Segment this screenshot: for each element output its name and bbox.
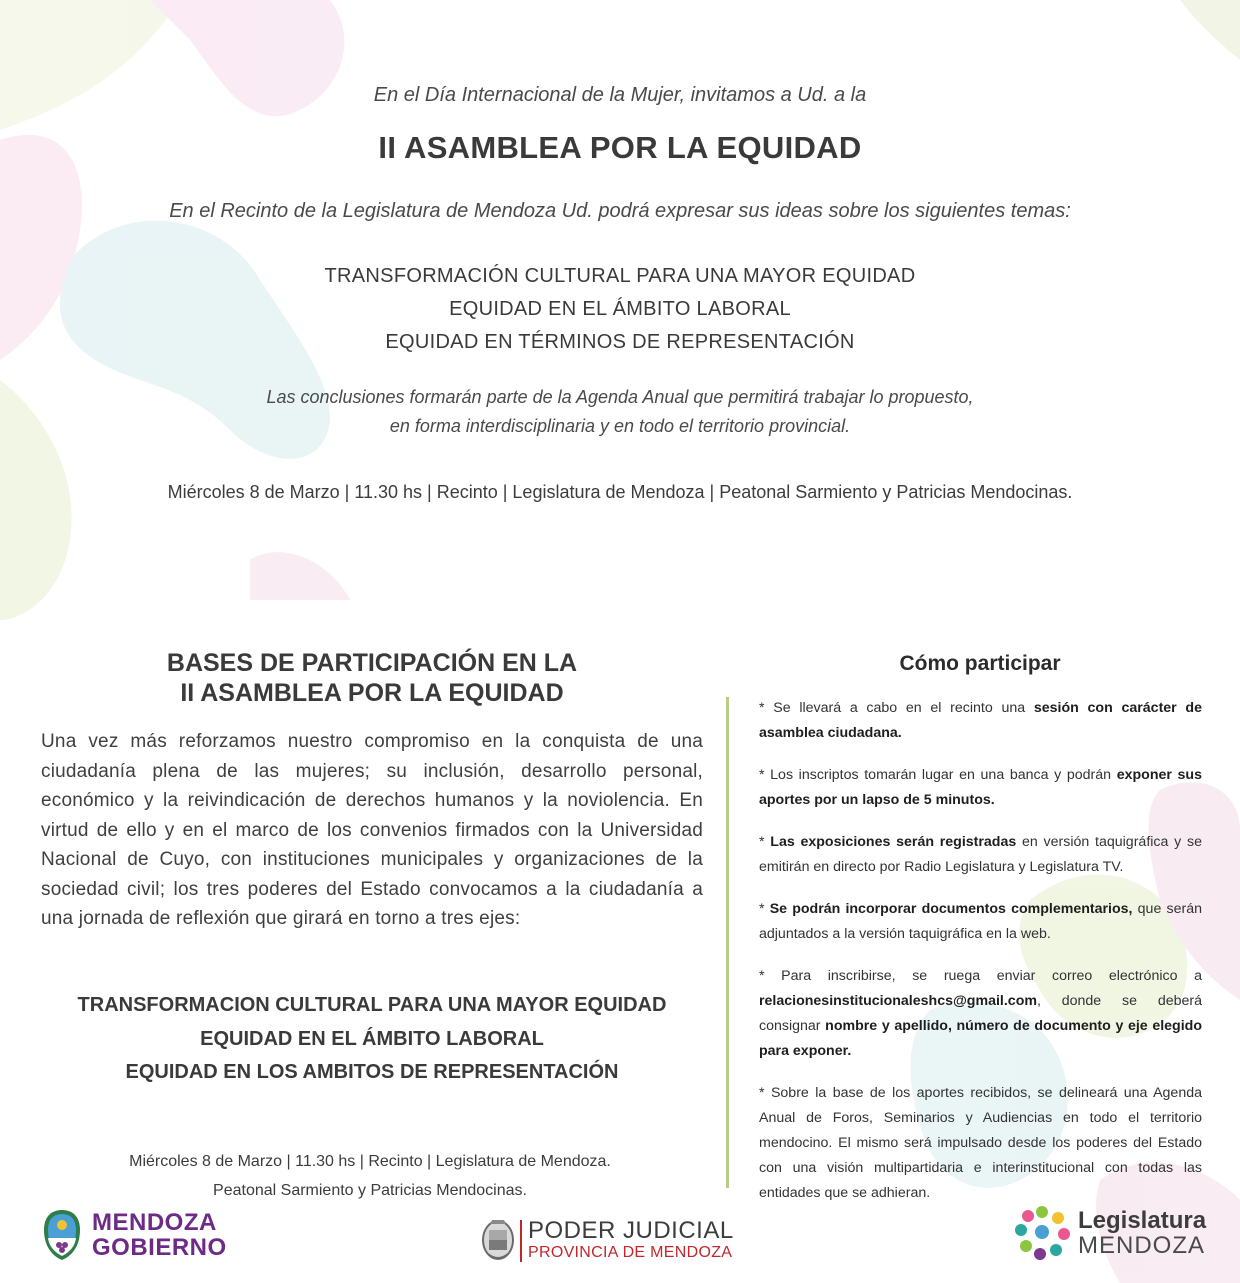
how-to-participate-title: Cómo participar bbox=[899, 652, 1061, 675]
mendoza-shield-icon bbox=[42, 1208, 82, 1262]
conclusions-line: Las conclusiones formarán parte de la Agenda Anual que permitirá trabajar lo propuesto, bbox=[266, 387, 974, 407]
theme-item: EQUIDAD EN EL ÁMBITO LABORAL bbox=[449, 298, 791, 320]
theme-item: EQUIDAD EN TÉRMINOS DE REPRESENTACIÓN bbox=[385, 331, 855, 353]
column-divider bbox=[726, 697, 729, 1188]
bases-event-line: Peatonal Sarmiento y Patricias Mendocinas. bbox=[213, 1182, 527, 1199]
coat-of-arms-icon bbox=[480, 1216, 516, 1262]
bases-title bbox=[0, 648, 744, 708]
participation-steps bbox=[759, 696, 1202, 1223]
participation-step: * Se llevará a cabo en el recinto una sesión con carácter de asamblea ciudadana. bbox=[759, 700, 1202, 741]
mendoza-gobierno-logo bbox=[42, 1208, 252, 1266]
legislatura-text: Legislatura bbox=[1078, 1207, 1207, 1234]
axis-item: EQUIDAD EN LOS AMBITOS DE REPRESENTACIÓN bbox=[125, 1061, 619, 1083]
bases-body-text: Una vez más reforzamos nuestro compromiso en la conquista de una ciudadanía plena de las mujeres; su inclusión, desarrollo personal, económico y la reivindicación de derechos humanos y la noviolencia. En virtud de ello y en el marco de los convenios firmados con la Universidad Nacional de Cuyo, con instituciones municipales y organizaciones de la sociedad civil; los tres poderes del Estado convocamos a la ciudadanía a una jornada de reflexión que girará en torno a tres ejes: bbox=[41, 731, 703, 929]
bases-title-line: II ASAMBLEA POR LA EQUIDAD bbox=[180, 679, 564, 707]
participation-step: * Las exposiciones serán registradas en versión taquigráfica y se emitirán en directo por Radio Legislatura y Legislatura TV. bbox=[759, 834, 1202, 875]
event-details: Miércoles 8 de Marzo | 11.30 hs | Recinto | Legislatura de Mendoza | Peatonal Sarmiento y Patricias Mendocinas. bbox=[167, 482, 1073, 502]
participation-step: * Se podrán incorporar documentos complementarios, que serán adjuntados a la versión taquigráfica en la web. bbox=[759, 901, 1202, 942]
conclusions-text bbox=[0, 383, 1240, 441]
bases-event-details bbox=[0, 1147, 740, 1205]
gobierno-logo-text: GOBIERNO bbox=[92, 1234, 227, 1261]
provincia-text: PROVINCIA DE MENDOZA bbox=[528, 1244, 733, 1261]
page-title: II ASAMBLEA POR LA EQUIDAD bbox=[378, 130, 862, 165]
axis-item: TRANSFORMACION CULTURAL PARA UNA MAYOR EQUIDAD bbox=[77, 994, 667, 1016]
poder-judicial-logo bbox=[480, 1216, 740, 1266]
judicial-divider bbox=[520, 1220, 522, 1262]
axis-item: EQUIDAD EN EL ÁMBITO LABORAL bbox=[200, 1027, 544, 1050]
participation-step: * Los inscriptos tomarán lugar en una banca y podrán exponer sus aportes por un lapso de 5 minutos. bbox=[759, 767, 1202, 808]
poder-judicial-text: PODER JUDICIAL bbox=[528, 1217, 734, 1244]
bases-title-line: BASES DE PARTICIPACIÓN EN LA bbox=[166, 649, 578, 677]
conclusions-line: en forma interdisciplinaria y en todo el territorio provincial. bbox=[389, 416, 851, 436]
themes-list bbox=[0, 260, 1240, 359]
legislatura-mendoza-logo bbox=[1014, 1204, 1214, 1264]
legislatura-flower-icon bbox=[1014, 1204, 1070, 1260]
email-address[interactable]: relacionesinstitucionaleshcs@gmail.com bbox=[759, 993, 1037, 1009]
intro-text: En el Día Internacional de la Mujer, invitamos a Ud. a la bbox=[373, 84, 867, 106]
axes-list bbox=[0, 989, 744, 1090]
bases-event-line: Miércoles 8 de Marzo | 11.30 hs | Recinto | Legislatura de Mendoza. bbox=[129, 1153, 611, 1170]
subtitle-text: En el Recinto de la Legislatura de Mendoza Ud. podrá expresar sus ideas sobre los siguientes temas: bbox=[169, 200, 1071, 222]
mendoza-logo-text: MENDOZA bbox=[92, 1209, 217, 1236]
theme-item: TRANSFORMACIÓN CULTURAL PARA UNA MAYOR EQUIDAD bbox=[324, 265, 916, 287]
legislatura-mendoza-text: MENDOZA bbox=[1078, 1232, 1205, 1259]
participation-step: * Sobre la base de los aportes recibidos, se delineará una Agenda Anual de Foros, Seminarios y Audiencias en todo el territorio mendocino. El mismo será impulsado desde los poderes del Estado con una visión multipartidaria e interinstitucional con todas las entidades que se adhieran. bbox=[759, 1085, 1202, 1201]
participation-step: * Para inscribirse, se ruega enviar correo electrónico a relacionesinstitucionaleshcs@gmail.com, donde se deberá consignar nombre y apellido, número de documento y eje elegido para exponer. bbox=[759, 968, 1202, 1059]
